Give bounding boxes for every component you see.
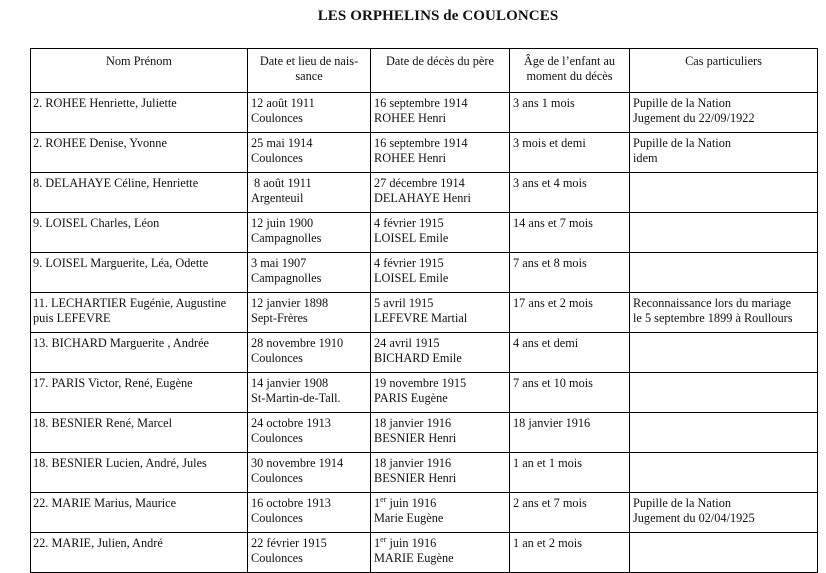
child-name-line: 18. BESNIER Lucien, André, Jules <box>33 456 207 470</box>
cell-father-death <box>371 133 510 173</box>
father-death-date-day: 1 <box>374 496 381 510</box>
birth-place: St-Martin-de-Tall. <box>251 390 341 405</box>
cell-notes <box>630 293 818 333</box>
cell-age <box>510 173 630 213</box>
father-name: LOISEL Emile <box>374 270 449 285</box>
cell-birth <box>248 173 371 213</box>
birth-place: Sept-Frères <box>251 310 308 325</box>
father-death-date-ordinal: er <box>380 535 387 544</box>
cell-age <box>510 293 630 333</box>
cell-notes <box>630 533 818 573</box>
birth-date: 12 juin 1900 <box>251 216 314 230</box>
birth-date: 22 février 1915 <box>251 536 327 550</box>
child-age: 1 an et 1 mois <box>513 456 582 470</box>
father-name: BICHARD Emile <box>374 350 462 365</box>
father-death-date: 5 avril 1915 <box>374 296 434 310</box>
cell-name <box>31 333 248 373</box>
birth-place: Argenteuil <box>251 190 304 205</box>
page-title: LES ORPHELINS de COULONCES <box>317 8 559 24</box>
child-name-line: 9. LOISEL Charles, Léon <box>33 216 160 230</box>
child-name-line: 18. BESNIER René, Marcel <box>33 416 172 430</box>
cell-age <box>510 213 630 253</box>
birth-date: 16 octobre 1913 <box>251 496 331 510</box>
birth-date: 30 novembre 1914 <box>251 456 344 470</box>
table-header <box>31 49 818 93</box>
child-name-line: 17. PARIS Victor, René, Eugène <box>33 376 193 390</box>
father-name: MARIE Eugène <box>374 550 454 565</box>
cell-birth <box>248 453 371 493</box>
child-name-line: 9. LOISEL Marguerite, Léa, Odette <box>33 256 209 270</box>
child-name-line: puis LEFEVRE <box>33 310 111 325</box>
cell-age <box>510 493 630 533</box>
cell-name <box>31 173 248 213</box>
cell-age <box>510 373 630 413</box>
cell-notes <box>630 333 818 373</box>
cell-name <box>31 93 248 133</box>
cell-name <box>31 413 248 453</box>
birth-date: 12 janvier 1898 <box>251 296 329 310</box>
father-name: DELAHAYE Henri <box>374 190 471 205</box>
cell-notes <box>630 173 818 213</box>
birth-place: Campagnolles <box>251 230 322 245</box>
child-age: 4 ans et demi <box>513 336 579 350</box>
header-notes: Cas particuliers <box>630 49 818 93</box>
note-line: idem <box>633 150 658 165</box>
child-age: 17 ans et 2 mois <box>513 296 593 310</box>
cell-father-death <box>371 93 510 133</box>
father-name: BESNIER Henri <box>374 470 457 485</box>
note-line: Pupille de la Nation <box>633 496 732 510</box>
cell-father-death <box>371 213 510 253</box>
child-age: 1 an et 2 mois <box>513 536 582 550</box>
header-age: Âge de l’enfant au moment du décès <box>510 49 630 93</box>
birth-date: 12 août 1911 <box>251 96 315 110</box>
child-age: 3 mois et demi <box>513 136 586 150</box>
child-age: 2 ans et 7 mois <box>513 496 587 510</box>
note-line: Reconnaissance lors du mariage <box>633 296 792 310</box>
cell-age <box>510 253 630 293</box>
birth-place: Campagnolles <box>251 270 322 285</box>
header-father-death: Date de décès du père <box>371 49 510 93</box>
father-death-date-day: 1 <box>374 536 381 550</box>
birth-date: 25 mai 1914 <box>251 136 313 150</box>
cell-birth <box>248 213 371 253</box>
child-name-line: 22. MARIE, Julien, André <box>33 536 163 550</box>
child-age: 3 ans et 4 mois <box>513 176 587 190</box>
birth-place: Coulonces <box>251 430 303 445</box>
father-death-date <box>374 496 506 511</box>
table-row <box>31 253 818 293</box>
child-age: 14 ans et 7 mois <box>513 216 593 230</box>
cell-name <box>31 493 248 533</box>
cell-birth <box>248 333 371 373</box>
table-row <box>31 533 818 573</box>
table-row <box>31 93 818 133</box>
cell-notes <box>630 93 818 133</box>
note-line: Jugement du 22/09/1922 <box>633 110 755 125</box>
father-death-date: 18 janvier 1916 <box>374 456 452 470</box>
cell-notes <box>630 453 818 493</box>
table-row <box>31 413 818 453</box>
table-row <box>31 173 818 213</box>
child-name-line: 13. BICHARD Marguerite , Andrée <box>33 336 209 350</box>
father-name: ROHEE Henri <box>374 150 447 165</box>
birth-date: 24 octobre 1913 <box>251 416 331 430</box>
cell-birth <box>248 493 371 533</box>
birth-place: Coulonces <box>251 110 303 125</box>
birth-place: Coulonces <box>251 470 303 485</box>
cell-notes <box>630 413 818 453</box>
cell-name <box>31 453 248 493</box>
cell-notes <box>630 493 818 533</box>
father-name: Marie Eugène <box>374 510 444 525</box>
cell-name <box>31 373 248 413</box>
father-death-date: 16 septembre 1914 <box>374 136 468 150</box>
table-row <box>31 493 818 533</box>
cell-birth <box>248 293 371 333</box>
cell-father-death <box>371 333 510 373</box>
cell-birth <box>248 133 371 173</box>
cell-age <box>510 413 630 453</box>
father-name: PARIS Eugène <box>374 390 448 405</box>
child-name-line: 11. LECHARTIER Eugénie, Augustine <box>33 296 227 310</box>
header-name: Nom Prénom <box>31 49 248 93</box>
cell-father-death <box>371 173 510 213</box>
header-row <box>31 49 818 93</box>
father-death-date: 4 février 1915 <box>374 256 444 270</box>
table-body <box>31 93 818 573</box>
cell-birth <box>248 253 371 293</box>
father-name: LEFEVRE Martial <box>374 310 468 325</box>
cell-father-death <box>371 533 510 573</box>
cell-notes <box>630 373 818 413</box>
birth-place: Coulonces <box>251 350 303 365</box>
cell-age <box>510 453 630 493</box>
child-name-line: 2. ROHEE Henriette, Juliette <box>33 96 177 110</box>
child-age: 18 janvier 1916 <box>513 416 591 430</box>
child-name-line: 8. DELAHAYE Céline, Henriette <box>33 176 199 190</box>
cell-age <box>510 333 630 373</box>
cell-father-death <box>371 293 510 333</box>
child-age: 3 ans 1 mois <box>513 96 575 110</box>
cell-birth <box>248 413 371 453</box>
table-row <box>31 453 818 493</box>
cell-age <box>510 533 630 573</box>
father-name: LOISEL Emile <box>374 230 449 245</box>
cell-age <box>510 133 630 173</box>
birth-date: 3 mai 1907 <box>251 256 307 270</box>
child-age: 7 ans et 10 mois <box>513 376 593 390</box>
cell-age <box>510 93 630 133</box>
cell-father-death <box>371 453 510 493</box>
father-death-date-rest: juin 1916 <box>386 536 437 550</box>
table-row <box>31 213 818 253</box>
cell-birth <box>248 533 371 573</box>
cell-father-death <box>371 253 510 293</box>
cell-notes <box>630 133 818 173</box>
table-row <box>31 333 818 373</box>
father-name: BESNIER Henri <box>374 430 457 445</box>
father-death-date: 27 décembre 1914 <box>374 176 465 190</box>
cell-name <box>31 533 248 573</box>
table-row <box>31 373 818 413</box>
father-death-date: 19 novembre 1915 <box>374 376 467 390</box>
father-death-date: 18 janvier 1916 <box>374 416 452 430</box>
header-birth: Date et lieu de nais-sance <box>248 49 371 93</box>
cell-name <box>31 213 248 253</box>
father-death-date: 24 avril 1915 <box>374 336 440 350</box>
cell-father-death <box>371 413 510 453</box>
father-death-date: 16 septembre 1914 <box>374 96 468 110</box>
note-line: Pupille de la Nation <box>633 96 732 110</box>
cell-name <box>31 133 248 173</box>
note-line: Jugement du 02/04/1925 <box>633 510 755 525</box>
cell-birth <box>248 93 371 133</box>
birth-place: Coulonces <box>251 150 303 165</box>
cell-notes <box>630 213 818 253</box>
table-row <box>31 293 818 333</box>
cell-name <box>31 293 248 333</box>
table-row <box>31 133 818 173</box>
father-name: ROHEE Henri <box>374 110 447 125</box>
birth-place: Coulonces <box>251 510 303 525</box>
cell-father-death <box>371 493 510 533</box>
father-death-date: 4 février 1915 <box>374 216 444 230</box>
note-line: Pupille de la Nation <box>633 136 732 150</box>
birth-date: 8 août 1911 <box>254 176 312 190</box>
cell-birth <box>248 373 371 413</box>
orphans-table <box>30 48 818 573</box>
child-age: 7 ans et 8 mois <box>513 256 587 270</box>
birth-place: Coulonces <box>251 550 303 565</box>
note-line: le 5 septembre 1899 à Roullours <box>633 310 793 325</box>
cell-name <box>31 253 248 293</box>
child-name-line: 2. ROHEE Denise, Yvonne <box>33 136 167 150</box>
father-death-date-ordinal: er <box>380 495 387 504</box>
child-name-line: 22. MARIE Marius, Maurice <box>33 496 177 510</box>
birth-date: 14 janvier 1908 <box>251 376 329 390</box>
cell-notes <box>630 253 818 293</box>
cell-father-death <box>371 373 510 413</box>
birth-date: 28 novembre 1910 <box>251 336 344 350</box>
father-death-date <box>374 536 506 551</box>
father-death-date-rest: juin 1916 <box>386 496 437 510</box>
